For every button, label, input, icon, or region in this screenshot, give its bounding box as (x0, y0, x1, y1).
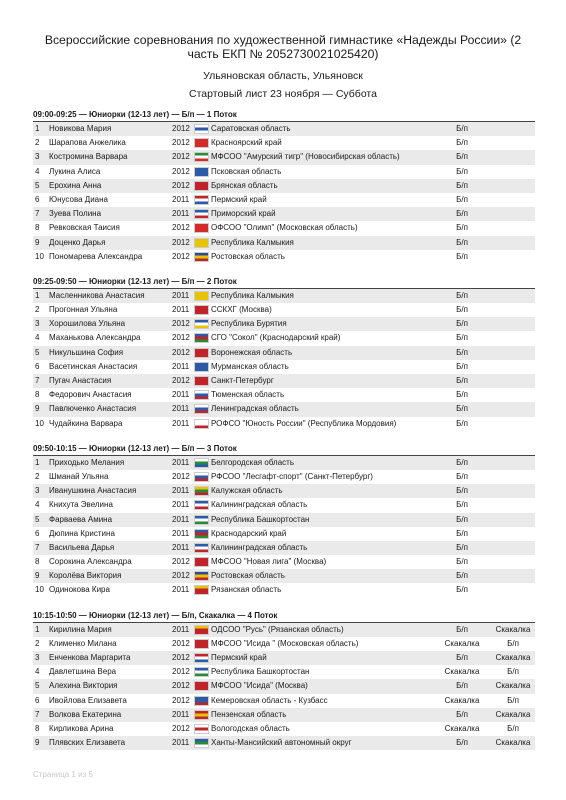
table-row (33, 555, 535, 569)
club-name: Ростовская область (211, 571, 285, 581)
athlete-name: Плявских Елизавета (49, 738, 126, 748)
athlete-number: 7 (35, 709, 40, 719)
club-name: Кемеровская область - Кузбасс (211, 695, 328, 705)
club-name: РОФСО "Юность России" (Республика Мордовия) (211, 418, 397, 428)
birth-year: 2011 (172, 528, 190, 538)
athlete-number: 5 (35, 180, 40, 190)
birth-year: 2011 (172, 542, 190, 552)
region-flag-icon (195, 377, 208, 385)
region-flag-icon (195, 654, 208, 662)
club-name: Калужская область (211, 486, 283, 496)
table-row (33, 289, 535, 303)
region-flag-icon (195, 501, 208, 509)
athlete-number: 9 (35, 404, 40, 414)
athlete-name: Васетинская Анастасия (49, 361, 138, 371)
heat-group (33, 609, 535, 751)
program-1: Б/п (456, 418, 468, 428)
region-flag-icon (195, 153, 208, 161)
athlete-name: Шарапова Анжелика (49, 138, 126, 148)
club-name: Калининградская область (211, 542, 308, 552)
birth-year: 2012 (172, 152, 190, 162)
program-1: Б/п (456, 138, 468, 148)
program-1: Б/п (456, 390, 468, 400)
athlete-name: Новикова Мария (49, 124, 112, 133)
table-row (33, 736, 535, 750)
table-row (33, 388, 535, 402)
program-1: Б/п (456, 585, 468, 595)
program-2: Б/п (507, 638, 519, 648)
program-1: Б/п (456, 166, 468, 176)
region-flag-icon (195, 516, 208, 524)
birth-year: 2012 (172, 638, 190, 648)
program-2: Б/п (507, 667, 519, 677)
table-row (33, 679, 535, 693)
region-flag-icon (195, 349, 208, 357)
region-flag-icon (195, 725, 208, 733)
club-name: Республика Бурятия (211, 319, 287, 329)
table-row (33, 583, 535, 597)
program-1: Б/п (456, 361, 468, 371)
athlete-number: 6 (35, 194, 40, 204)
club-name: Республика Башкортостан (211, 667, 310, 677)
birth-year: 2011 (172, 457, 190, 467)
program-2: Скакалка (495, 738, 531, 748)
birth-year: 2012 (172, 347, 190, 357)
table-row (33, 221, 535, 235)
athlete-name: Клименко Милана (49, 638, 117, 648)
club-name: Рязанская область (211, 585, 282, 595)
club-name: Ростовская область (211, 251, 285, 261)
region-flag-icon (195, 640, 208, 648)
birth-year: 2011 (172, 361, 190, 371)
athlete-name: Чудайкина Варвара (49, 418, 123, 428)
table-row (33, 331, 535, 345)
region-flag-icon (195, 168, 208, 176)
region-flag-icon (195, 668, 208, 676)
table-row (33, 303, 535, 317)
table-row (33, 665, 535, 679)
table-row (33, 374, 535, 388)
club-name: МФСОО "Исида " (Московская область) (211, 638, 359, 648)
birth-year: 2011 (172, 738, 190, 748)
athlete-name: Пугач Анастасия (49, 376, 112, 385)
athlete-name: Фарваева Амина (49, 514, 113, 524)
club-name: Калининградская область (211, 500, 308, 510)
program-1: Б/п (456, 209, 468, 219)
program-2: Скакалка (495, 624, 531, 634)
athlete-name: Костромина Варвара (49, 152, 128, 162)
table-row (33, 651, 535, 665)
athlete-name: Енченкова Маргарита (49, 653, 131, 662)
club-name: РФСОО "Лесгафт-спорт" (Санкт-Петербург) (211, 471, 373, 481)
region-flag-icon (195, 586, 208, 594)
club-name: Ленинградская область (211, 404, 299, 414)
club-name: Санкт-Петербург (211, 376, 274, 385)
table-row (33, 498, 535, 512)
region-flag-icon (195, 682, 208, 690)
athlete-number: 5 (35, 681, 40, 691)
region-flag-icon (195, 210, 208, 218)
birth-year: 2012 (172, 667, 190, 677)
region-flag-icon (195, 558, 208, 566)
athlete-number: 4 (35, 667, 40, 677)
heat-title: 10:15-10:50 — Юниорки (12-13 лет) — Б/п, Скакалка — 4 Поток (33, 609, 535, 623)
birth-year: 2011 (172, 209, 190, 219)
document-location: Ульяновская область, Ульяновск (203, 70, 363, 82)
region-flag-icon (195, 697, 208, 705)
birth-year: 2012 (172, 319, 190, 329)
athlete-name: Книхута Эвелина (49, 500, 113, 510)
document-title: Всероссийские соревнования по художественной гимнастике «Надежды России» (2 часть ЕКП № 2052730021025420) (44, 33, 522, 61)
birth-year: 2011 (172, 418, 190, 428)
region-flag-icon (195, 420, 208, 428)
athlete-name: Прогонная Ульяна (49, 305, 118, 315)
region-flag-icon (195, 626, 208, 634)
club-name: Мурманская область (211, 361, 289, 371)
athlete-name: Ерохина Анна (49, 180, 102, 190)
program-1: Б/п (456, 290, 468, 300)
program-2: Скакалка (495, 709, 531, 719)
athlete-number: 6 (35, 361, 40, 371)
program-1: Б/п (456, 124, 468, 133)
region-flag-icon (195, 182, 208, 190)
program-1: Б/п (456, 486, 468, 496)
club-name: Республика Калмыкия (211, 237, 294, 247)
athlete-name: Маханькова Александра (49, 333, 141, 343)
birth-year: 2011 (172, 486, 190, 496)
birth-year: 2011 (172, 194, 190, 204)
birth-year: 2012 (172, 124, 190, 133)
heat-group (33, 442, 535, 598)
region-flag-icon (195, 224, 208, 232)
club-name: Приморский край (211, 209, 276, 219)
program-1: Скакалка (444, 695, 480, 705)
club-name: Ханты-Мансийский автономный округ (211, 738, 352, 748)
athlete-number: 3 (35, 653, 40, 662)
athlete-number: 4 (35, 166, 40, 176)
program-2: Б/п (507, 695, 519, 705)
program-1: Б/п (456, 305, 468, 315)
table-row (33, 513, 535, 527)
program-1: Б/п (456, 347, 468, 357)
program-1: Б/п (456, 251, 468, 261)
athlete-number: 1 (35, 624, 40, 634)
athlete-number: 9 (35, 738, 40, 748)
start-list (33, 108, 535, 761)
athlete-name: Волкова Екатерина (49, 709, 122, 719)
region-flag-icon (195, 487, 208, 495)
birth-year: 2012 (172, 653, 190, 662)
athlete-number: 2 (35, 305, 40, 315)
table-row (33, 136, 535, 150)
region-flag-icon (195, 459, 208, 467)
athlete-number: 6 (35, 528, 40, 538)
athlete-name: Пономарева Александра (49, 251, 143, 261)
athlete-number: 9 (35, 571, 40, 581)
athlete-name: Хорошилова Ульяна (49, 319, 126, 329)
athlete-number: 10 (35, 251, 44, 261)
athlete-number: 4 (35, 333, 40, 343)
region-flag-icon (195, 473, 208, 481)
program-1: Б/п (456, 180, 468, 190)
program-2: Б/п (507, 723, 519, 733)
athlete-name: Васильева Дарья (49, 542, 115, 552)
page-number: Страница 1 из 5 (33, 770, 93, 779)
table-row (33, 417, 535, 431)
birth-year: 2012 (172, 138, 190, 148)
birth-year: 2011 (172, 624, 190, 634)
club-name: Пензенская область (211, 709, 287, 719)
program-1: Б/п (456, 237, 468, 247)
club-name: Брянская область (211, 180, 278, 190)
program-1: Б/п (456, 709, 468, 719)
program-1: Б/п (456, 528, 468, 538)
table-row (33, 179, 535, 193)
program-1: Б/п (456, 457, 468, 467)
athlete-number: 1 (35, 124, 40, 133)
program-1: Скакалка (444, 638, 480, 648)
program-1: Б/п (456, 152, 468, 162)
birth-year: 2011 (172, 514, 190, 524)
birth-year: 2012 (172, 681, 190, 691)
region-flag-icon (195, 405, 208, 413)
document-subtitle: Стартовый лист 23 ноября — Суббота (189, 88, 377, 100)
heat-group (33, 275, 535, 431)
region-flag-icon (195, 334, 208, 342)
athlete-number: 3 (35, 486, 40, 496)
birth-year: 2012 (172, 333, 190, 343)
program-1: Б/п (456, 471, 468, 481)
region-flag-icon (195, 739, 208, 747)
program-1: Скакалка (444, 723, 480, 733)
athlete-number: 5 (35, 514, 40, 524)
program-1: Б/п (456, 333, 468, 343)
birth-year: 2012 (172, 251, 190, 261)
athlete-name: Одинокова Кира (49, 585, 110, 595)
birth-year: 2012 (172, 695, 190, 705)
table-row (33, 722, 535, 736)
athlete-number: 10 (35, 418, 44, 428)
table-row (33, 402, 535, 416)
region-flag-icon (195, 391, 208, 399)
region-flag-icon (195, 239, 208, 247)
birth-year: 2011 (172, 290, 190, 300)
birth-year: 2012 (172, 223, 190, 233)
heat-title: 09:00-09:25 — Юниорки (12-13 лет) — Б/п — 1 Поток (33, 108, 535, 122)
program-1: Б/п (456, 319, 468, 329)
program-1: Б/п (456, 194, 468, 204)
athlete-name: Шманай Ульяна (49, 471, 109, 481)
table-row (33, 694, 535, 708)
birth-year: 2012 (172, 471, 190, 481)
table-row (33, 470, 535, 484)
heat-title: 09:50-10:15 — Юниорки (12-13 лет) — Б/п — 3 Поток (33, 442, 535, 456)
athlete-number: 2 (35, 138, 40, 148)
athlete-number: 6 (35, 695, 40, 705)
birth-year: 2012 (172, 723, 190, 733)
club-name: МФСОО "Исида" (Москва) (211, 681, 308, 691)
club-name: Пермский край (211, 194, 267, 204)
birth-year: 2012 (172, 180, 190, 190)
region-flag-icon (195, 363, 208, 371)
athlete-number: 9 (35, 237, 40, 247)
table-row (33, 637, 535, 651)
athlete-number: 8 (35, 223, 40, 233)
club-name: МФСОО "Новая лига" (Москва) (211, 557, 327, 567)
region-flag-icon (195, 253, 208, 261)
program-1: Б/п (456, 223, 468, 233)
region-flag-icon (195, 530, 208, 538)
birth-year: 2011 (172, 390, 190, 400)
club-name: Красноярский край (211, 138, 282, 148)
athlete-name: Федорович Анастасия (49, 390, 132, 400)
program-1: Б/п (456, 557, 468, 567)
club-name: Республика Калмыкия (211, 290, 294, 300)
athlete-number: 1 (35, 290, 40, 300)
athlete-number: 2 (35, 471, 40, 481)
athlete-name: Дюпина Кристина (49, 528, 115, 538)
athlete-name: Королёва Виктория (49, 571, 122, 581)
athlete-number: 1 (35, 457, 40, 467)
table-row (33, 236, 535, 250)
region-flag-icon (195, 306, 208, 314)
club-name: Республика Башкортостан (211, 514, 310, 524)
club-name: ОДСОО "Русь" (Рязанская область) (211, 624, 344, 634)
athlete-number: 2 (35, 638, 40, 648)
program-1: Б/п (456, 653, 468, 662)
birth-year: 2011 (172, 500, 190, 510)
table-row (33, 360, 535, 374)
athlete-number: 7 (35, 542, 40, 552)
athlete-name: Ивойлова Елизавета (49, 695, 127, 705)
athlete-name: Давлетшина Вера (49, 667, 117, 677)
region-flag-icon (195, 711, 208, 719)
birth-year: 2011 (172, 404, 190, 414)
athlete-name: Масленникова Анастасия (49, 290, 145, 300)
table-row (33, 346, 535, 360)
athlete-name: Лукина Алиса (49, 166, 101, 176)
heat-group (33, 108, 535, 264)
athlete-name: Павлюченко Анастасия (49, 404, 137, 414)
birth-year: 2011 (172, 709, 190, 719)
athlete-number: 8 (35, 390, 40, 400)
region-flag-icon (195, 544, 208, 552)
athlete-number: 8 (35, 723, 40, 733)
birth-year: 2011 (172, 305, 190, 315)
region-flag-icon (195, 320, 208, 328)
program-1: Б/п (456, 624, 468, 634)
table-row (33, 623, 535, 637)
region-flag-icon (195, 292, 208, 300)
birth-year: 2012 (172, 571, 190, 581)
table-row (33, 122, 535, 136)
athlete-name: Юнусова Диана (49, 194, 108, 204)
table-row (33, 207, 535, 221)
table-row (33, 150, 535, 164)
club-name: МФСОО "Амурский тигр" (Новосибирская область) (211, 152, 400, 162)
birth-year: 2012 (172, 166, 190, 176)
document-header (0, 33, 566, 100)
table-row (33, 165, 535, 179)
program-1: Б/п (456, 681, 468, 691)
club-name: Белгородская область (211, 457, 294, 467)
birth-year: 2012 (172, 376, 190, 385)
athlete-number: 5 (35, 347, 40, 357)
table-row (33, 527, 535, 541)
athlete-name: Кирилина Мария (49, 624, 112, 634)
program-1: Б/п (456, 738, 468, 748)
program-2: Скакалка (495, 653, 531, 662)
table-row (33, 193, 535, 207)
birth-year: 2012 (172, 557, 190, 567)
athlete-number: 7 (35, 209, 40, 219)
athlete-name: Ревковская Таисия (49, 223, 120, 233)
table-row (33, 569, 535, 583)
table-row (33, 250, 535, 264)
table-row (33, 541, 535, 555)
athlete-name: Алехина Виктория (49, 681, 118, 691)
club-name: Тюменская область (211, 390, 285, 400)
table-row (33, 708, 535, 722)
birth-year: 2011 (172, 585, 190, 595)
club-name: Псковская область (211, 166, 282, 176)
club-name: Воронежская область (211, 347, 293, 357)
birth-year: 2012 (172, 237, 190, 247)
athlete-name: Кирликова Арина (49, 723, 114, 733)
club-name: Пермский край (211, 653, 267, 662)
athlete-name: Сорокина Александра (49, 557, 132, 567)
athlete-number: 10 (35, 585, 44, 595)
program-1: Б/п (456, 404, 468, 414)
athlete-number: 7 (35, 376, 40, 385)
athlete-number: 4 (35, 500, 40, 510)
region-flag-icon (195, 572, 208, 580)
program-1: Б/п (456, 514, 468, 524)
region-flag-icon (195, 139, 208, 147)
club-name: Краснодарский край (211, 528, 287, 538)
athlete-name: Зуева Полина (49, 209, 102, 219)
athlete-name: Доценко Дарья (49, 237, 106, 247)
club-name: Вологодская область (211, 723, 290, 733)
program-1: Б/п (456, 376, 468, 385)
program-2: Скакалка (495, 681, 531, 691)
heat-title: 09:25-09:50 — Юниорки (12-13 лет) — Б/п — 2 Поток (33, 275, 535, 289)
program-1: Б/п (456, 500, 468, 510)
table-row (33, 484, 535, 498)
region-flag-icon (195, 125, 208, 133)
program-1: Б/п (456, 542, 468, 552)
club-name: Саратовская область (211, 124, 291, 133)
club-name: ОФСОО "Олимп" (Московская область) (211, 223, 358, 233)
athlete-name: Приходько Мелания (49, 457, 125, 467)
athlete-number: 3 (35, 152, 40, 162)
program-1: Б/п (456, 571, 468, 581)
club-name: СГО "Сокол" (Краснодарский край) (211, 333, 341, 343)
region-flag-icon (195, 196, 208, 204)
program-1: Скакалка (444, 667, 480, 677)
athlete-number: 3 (35, 319, 40, 329)
athlete-name: Иванушкина Анастасия (49, 486, 137, 496)
club-name: ССКХГ (Москва) (211, 305, 272, 315)
table-row (33, 317, 535, 331)
athlete-number: 8 (35, 557, 40, 567)
table-row (33, 456, 535, 470)
athlete-name: Никульшина София (49, 347, 124, 357)
